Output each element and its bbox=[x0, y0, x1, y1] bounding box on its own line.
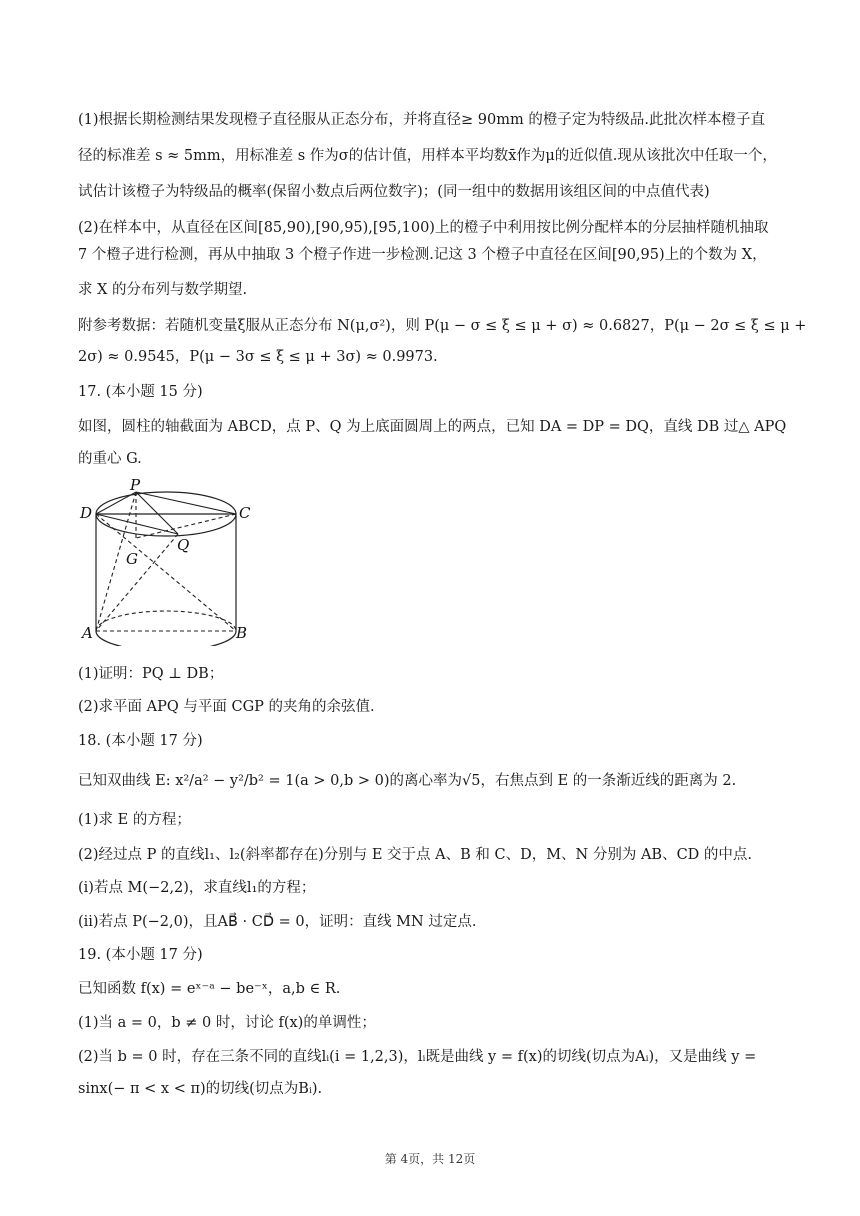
text-line: 试估计该橙子为特级品的概率(保留小数点后两位数字)；(同一组中的数据用该组区间的中点值代表) bbox=[78, 184, 710, 200]
cylinder-figure bbox=[78, 476, 268, 646]
text-line: (1)证明：PQ ⊥ DB； bbox=[78, 666, 224, 682]
label-g: G bbox=[126, 550, 138, 568]
text-line: 已知函数 f(x) = eˣ⁻ᵃ − be⁻ˣ，a,b ∈ R. bbox=[78, 981, 341, 997]
text-line: (2)经过点 P 的直线l₁、l₂(斜率都存在)分别与 E 交于点 A、B 和 C、D，M、N 分别为 AB、CD 的中点. bbox=[78, 847, 753, 863]
question-17-heading: 17. (本小题 15 分) bbox=[78, 384, 203, 400]
text-line: 附参考数据：若随机变量ξ服从正态分布 N(μ,σ²)，则 P(μ − σ ≤ ξ ≤ μ + σ) ≈ 0.6827，P(μ − 2σ ≤ ξ ≤ μ + bbox=[78, 318, 807, 334]
page-footer: 第 4页，共 12页 bbox=[384, 1152, 476, 1166]
text-line: 的重心 G. bbox=[78, 451, 142, 467]
text-line: 已知双曲线 E: x²/a² − y²/b² = 1(a > 0,b > 0)的离心率为√5，右焦点到 E 的一条渐近线的距离为 2. bbox=[78, 773, 737, 789]
text-line: 求 X 的分布列与数学期望. bbox=[78, 282, 248, 298]
label-q: Q bbox=[177, 536, 190, 554]
label-b: B bbox=[236, 624, 248, 642]
text-line: sinx(− π < x < π)的切线(切点为Bᵢ). bbox=[78, 1081, 323, 1097]
question-19-heading: 19. (本小题 17 分) bbox=[78, 947, 203, 963]
text-line: (ii)若点 P(−2,0)，且AB⃗ · CD⃗ = 0，证明：直线 MN 过定点. bbox=[78, 914, 477, 930]
question-18-heading: 18. (本小题 17 分) bbox=[78, 733, 203, 749]
text-line: 2σ) ≈ 0.9545，P(μ − 3σ ≤ ξ ≤ μ + 3σ) ≈ 0.9973. bbox=[78, 349, 438, 365]
label-p: P bbox=[130, 476, 141, 494]
cylinder-diagram bbox=[78, 476, 268, 646]
text-line: (1)根据长期检测结果发现橙子直径服从正态分布，并将直径≥ 90mm 的橙子定为特级品.此批次样本橙子直 bbox=[78, 112, 765, 128]
text-line: 径的标准差 s ≈ 5mm，用标准差 s 作为σ的估计值，用样本平均数x̄作为μ的近似值.现从该批次中任取一个， bbox=[78, 148, 777, 164]
label-d: D bbox=[80, 504, 93, 522]
text-line: (1)求 E 的方程； bbox=[78, 812, 191, 828]
label-a: A bbox=[82, 624, 93, 642]
text-line: 如图，圆柱的轴截面为 ABCD，点 P、Q 为上底面圆周上的两点，已知 DA = DP = DQ，直线 DB 过△ APQ bbox=[78, 419, 787, 435]
text-line: (2)当 b = 0 时，存在三条不同的直线lᵢ(i = 1,2,3)，lᵢ既是曲线 y = f(x)的切线(切点为Aᵢ)，又是曲线 y = bbox=[78, 1049, 757, 1065]
text-line: (2)求平面 APQ 与平面 CGP 的夹角的余弦值. bbox=[78, 699, 375, 715]
text-line: (i)若点 M(−2,2)，求直线l₁的方程； bbox=[78, 880, 316, 896]
label-c: C bbox=[239, 504, 251, 522]
text-line: (1)当 a = 0，b ≠ 0 时，讨论 f(x)的单调性； bbox=[78, 1015, 376, 1031]
text-line: (2)在样本中，从直径在区间[85,90),[90,95),[95,100)上的橙子中利用按比例分配样本的分层抽样随机抽取 bbox=[78, 220, 769, 236]
text-line: 7 个橙子进行检测，再从中抽取 3 个橙子作进一步检测.记这 3 个橙子中直径在区间[90,95)上的个数为 X， bbox=[78, 247, 767, 263]
